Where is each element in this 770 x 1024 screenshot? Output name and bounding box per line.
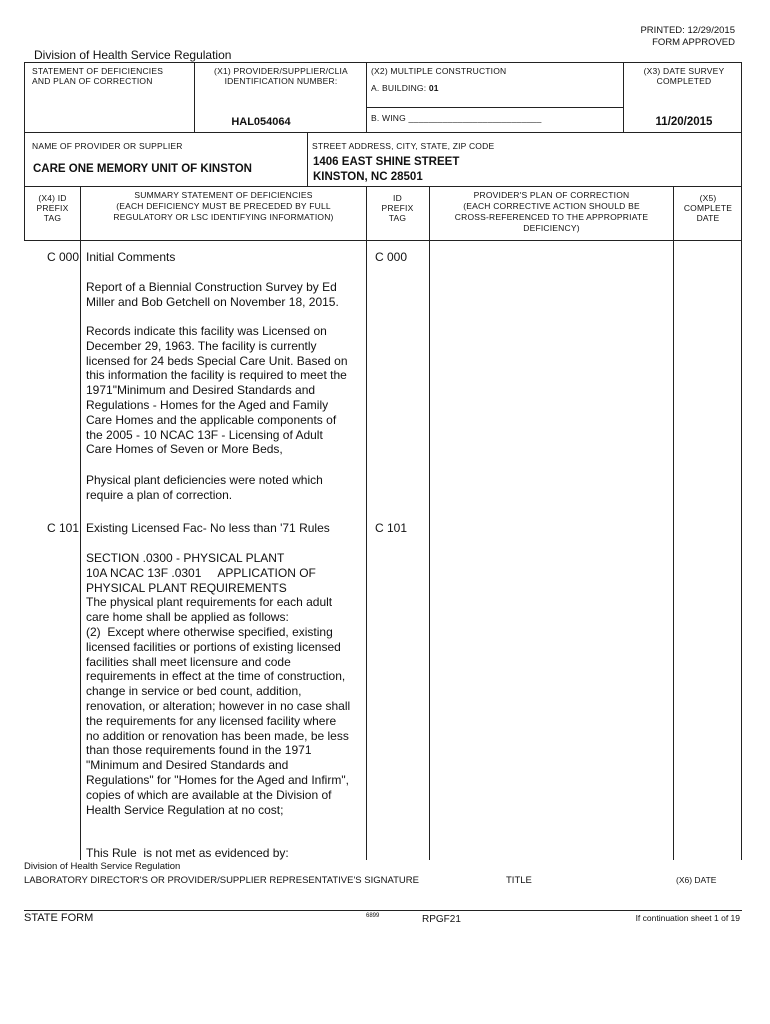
col-id-header: ID PREFIX TAG <box>381 193 414 223</box>
x6-date-label: (X6) DATE <box>676 875 717 885</box>
entry-paragraph: Report of a Biennial Construction Survey by Ed Miller and Bob Getchell on November 18, 2015. <box>86 280 339 309</box>
entry-title: Existing Licensed Fac- No less than '71 Rules <box>86 521 330 535</box>
entry-paragraph: Records indicate this facility was Licensed on December 29, 1963. The facility is currently licensed for 24 beds Special Care Unit. Based on this information the facility is required to meet the 1971"Minimum and Desired Standards and Regulations - Homes for the Aged and Family Care Homes and the applicable components of the 2005 - 10 NCAC 13F - Licensing of Adult Care Homes of Seven or More Beds, <box>86 324 348 457</box>
divider-x3 <box>623 62 624 132</box>
building-value: 01 <box>428 83 439 93</box>
provider-id: HAL054064 <box>231 116 291 128</box>
title-label: TITLE <box>506 875 532 886</box>
divider-tag <box>80 186 81 860</box>
rule-provider-bottom <box>24 186 742 187</box>
building-label: A. BUILDING: <box>371 83 427 93</box>
col-x4-header: (X4) ID PREFIX TAG <box>36 193 69 223</box>
building-field <box>371 83 439 93</box>
form-number: 6899 <box>366 913 380 919</box>
form-code: RPGF21 <box>422 914 461 925</box>
provider-name: CARE ONE MEMORY UNIT OF KINSTON <box>33 163 252 175</box>
entry-tag: C 000 <box>46 250 79 264</box>
continuation-label: If continuation sheet 1 of 19 <box>635 913 740 923</box>
col-plan-header: PROVIDER'S PLAN OF CORRECTION (EACH CORRECTIVE ACTION SHOULD BE CROSS-REFERENCED TO THE APPROPRIATE DEFICIENCY) <box>454 190 649 233</box>
address-line1: 1406 EAST SHINE STREET <box>313 156 460 168</box>
entry-paragraph: SECTION .0300 - PHYSICAL PLANT 10A NCAC 13F .0301 APPLICATION OF PHYSICAL PLANT REQUIREMENTS The physical plant requirements for each adult care home shall be applied as follows: (2) Except where otherwise specified, existing licensed facilities or portions of existing licensed facilities shall meet licensure and code requirements in effect at the time of construction, change in service or bed count, addition, renovation, or alteration; however in no case shall the requirements for any licensed facility where no addition or renovation has been made, be less than those requirements found in the 1971 "Minimum and Desired Standards and Regulations" for "Homes for the Aged and Infirm", copies of which are available at the Division of Health Service Regulation at no cost; <box>86 551 351 817</box>
divider-id <box>429 186 430 860</box>
address-line2: KINSTON, NC 28501 <box>313 171 423 183</box>
wing-field: B. WING ___________________________ <box>371 113 542 123</box>
entry-id-tag: C 000 <box>375 250 408 264</box>
x2-label: (X2) MULTIPLE CONSTRUCTION <box>371 66 507 76</box>
state-form-label: STATE FORM <box>24 912 94 924</box>
entry-title: Initial Comments <box>86 250 176 264</box>
rule-footer <box>24 910 742 911</box>
rule-header-bottom <box>24 132 742 133</box>
entry-paragraph: This Rule is not met as evidenced by: <box>86 846 289 860</box>
divider-x2 <box>366 62 367 132</box>
divider-plan <box>673 186 674 860</box>
divider-x1 <box>194 62 195 132</box>
rule-top <box>24 62 742 63</box>
entry-id-tag: C 101 <box>375 521 408 535</box>
printed-date: PRINTED: 12/29/2015 <box>640 25 735 36</box>
entry-tag: C 101 <box>46 521 79 535</box>
form-approved: FORM APPROVED <box>652 37 735 48</box>
address-label: STREET ADDRESS, CITY, STATE, ZIP CODE <box>312 141 495 151</box>
division-title: Division of Health Service Regulation <box>34 48 232 62</box>
statement-label: STATEMENT OF DEFICIENCIES AND PLAN OF CORRECTION <box>32 66 164 86</box>
x3-label: (X3) DATE SURVEY COMPLETED <box>643 66 725 86</box>
rule-building <box>366 107 623 108</box>
signature-label: LABORATORY DIRECTOR'S OR PROVIDER/SUPPLIER REPRESENTATIVE'S SIGNATURE <box>24 875 419 886</box>
survey-date: 11/20/2015 <box>655 116 713 128</box>
col-summary-header: SUMMARY STATEMENT OF DEFICIENCIES (EACH DEFICIENCY MUST BE PRECEDED BY FULL REGULATORY OR LSC IDENTIFYING INFORMATION) <box>113 190 334 222</box>
entry-paragraph: Physical plant deficiencies were noted which require a plan of correction. <box>86 473 323 502</box>
x1-label: (X1) PROVIDER/SUPPLIER/CLIA IDENTIFICATION NUMBER: <box>214 66 348 86</box>
rule-columns-bottom <box>24 240 742 241</box>
provider-name-label: NAME OF PROVIDER OR SUPPLIER <box>32 141 183 151</box>
footer-division: Division of Health Service Regulation <box>24 861 181 872</box>
col-x5-header: (X5) COMPLETE DATE <box>683 193 733 223</box>
divider-address <box>307 132 308 186</box>
rule-right-body <box>741 240 742 860</box>
